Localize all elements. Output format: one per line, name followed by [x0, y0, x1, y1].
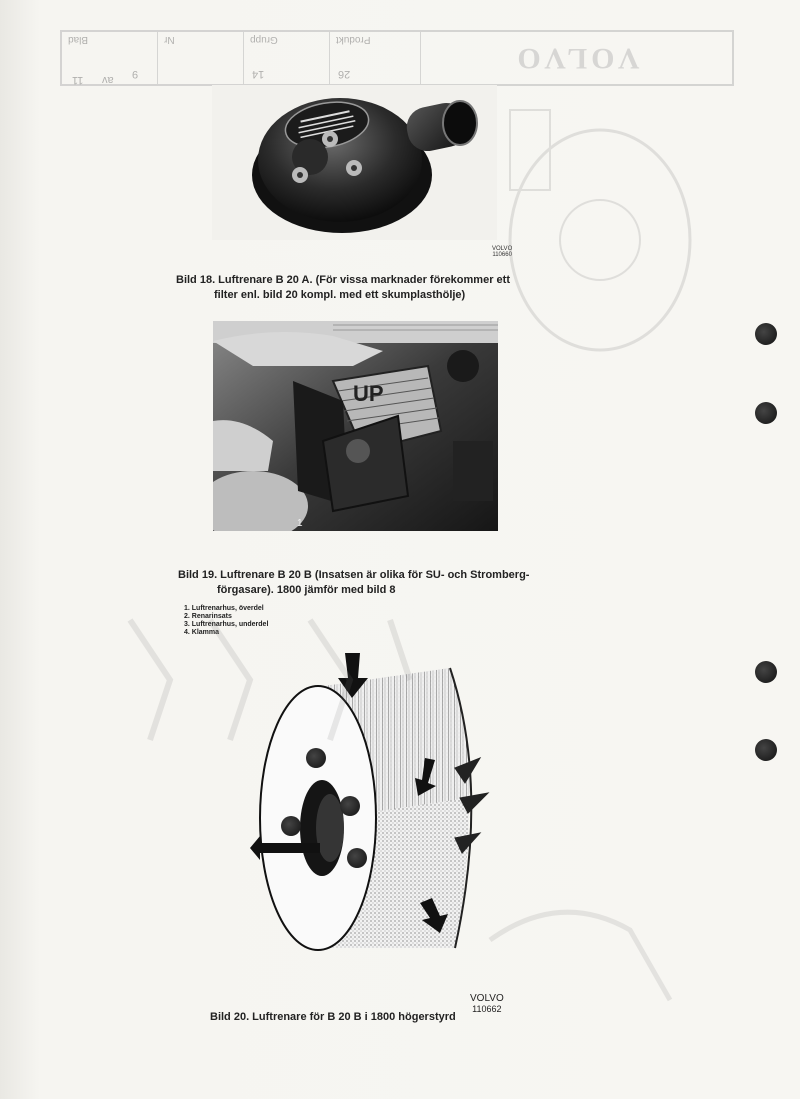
legend-item: 1. Luftrenarhus, överdel — [184, 605, 264, 612]
air-cleaner-b20a-illustration — [212, 85, 497, 240]
filter-hole — [281, 816, 301, 836]
legend-item: 2. Renarinsats — [184, 613, 232, 620]
filter-hole — [347, 848, 367, 868]
header-logo: VOLVO — [513, 42, 640, 75]
binder-hole — [755, 739, 777, 761]
header-cell-nr — [158, 32, 244, 84]
show-through-illustration — [480, 880, 680, 1020]
header-cell-produkt — [330, 32, 421, 84]
legend-item: 3. Luftrenarhus, underdel — [184, 621, 269, 628]
figure-19-caption-line2: förgasare). 1800 jämför med bild 8 — [217, 584, 396, 596]
filter-hole — [340, 796, 360, 816]
header-cell-blad — [62, 32, 158, 84]
figure-19-caption-line1: Bild 19. Luftrenare B 20 B (Insatsen är olika för SU- och Stromberg- — [178, 569, 530, 581]
header-blad-value: 9 — [132, 68, 139, 80]
figure-20-stamp-brand: VOLVO — [470, 993, 504, 1004]
figure-19-label-1: 1 — [297, 518, 303, 529]
header-grupp-value: 26 — [338, 68, 351, 80]
figure-19-caption — [178, 568, 558, 598]
header-produkt-label: Produkt — [336, 34, 371, 45]
figure-18-photo — [212, 85, 497, 240]
header-grupp-label: Grupp — [250, 34, 278, 45]
header-av-label: av — [102, 74, 114, 86]
header-nr-value: 14 — [252, 68, 265, 80]
binder-hole — [755, 402, 777, 424]
header-table — [60, 30, 734, 86]
figure-18-stamp-brand: VOLVO — [492, 246, 513, 252]
header-nr-label: Nr — [164, 34, 175, 45]
figure-18-caption-line1: Bild 18. Luftrenare B 20 A. (För vissa marknader förekommer ett — [176, 274, 510, 286]
show-through-illustration — [110, 600, 440, 750]
engine-bay-illustration — [213, 321, 498, 531]
show-through-illustration — [490, 90, 710, 390]
filter-up-marking: UP — [353, 381, 384, 406]
header-av-value: 11 — [72, 74, 84, 86]
figure-20-stamp-number: 110662 — [472, 1004, 502, 1014]
filter-hole — [306, 748, 326, 768]
legend-item: 4. Klamma — [184, 629, 220, 636]
figure-18-caption-line2: filter enl. bild 20 kompl. med ett skumplasthölje) — [214, 289, 466, 301]
figure-20-caption: Bild 20. Luftrenare för B 20 B i 1800 högerstyrd — [210, 1011, 456, 1023]
header-blad-label: Blad — [68, 34, 89, 45]
figure-19-photo — [213, 321, 498, 531]
binder-hole — [755, 323, 777, 345]
figure-18-stamp-number: 110660 — [492, 252, 512, 258]
header-cell-grupp — [244, 32, 330, 84]
binder-hole — [755, 661, 777, 683]
